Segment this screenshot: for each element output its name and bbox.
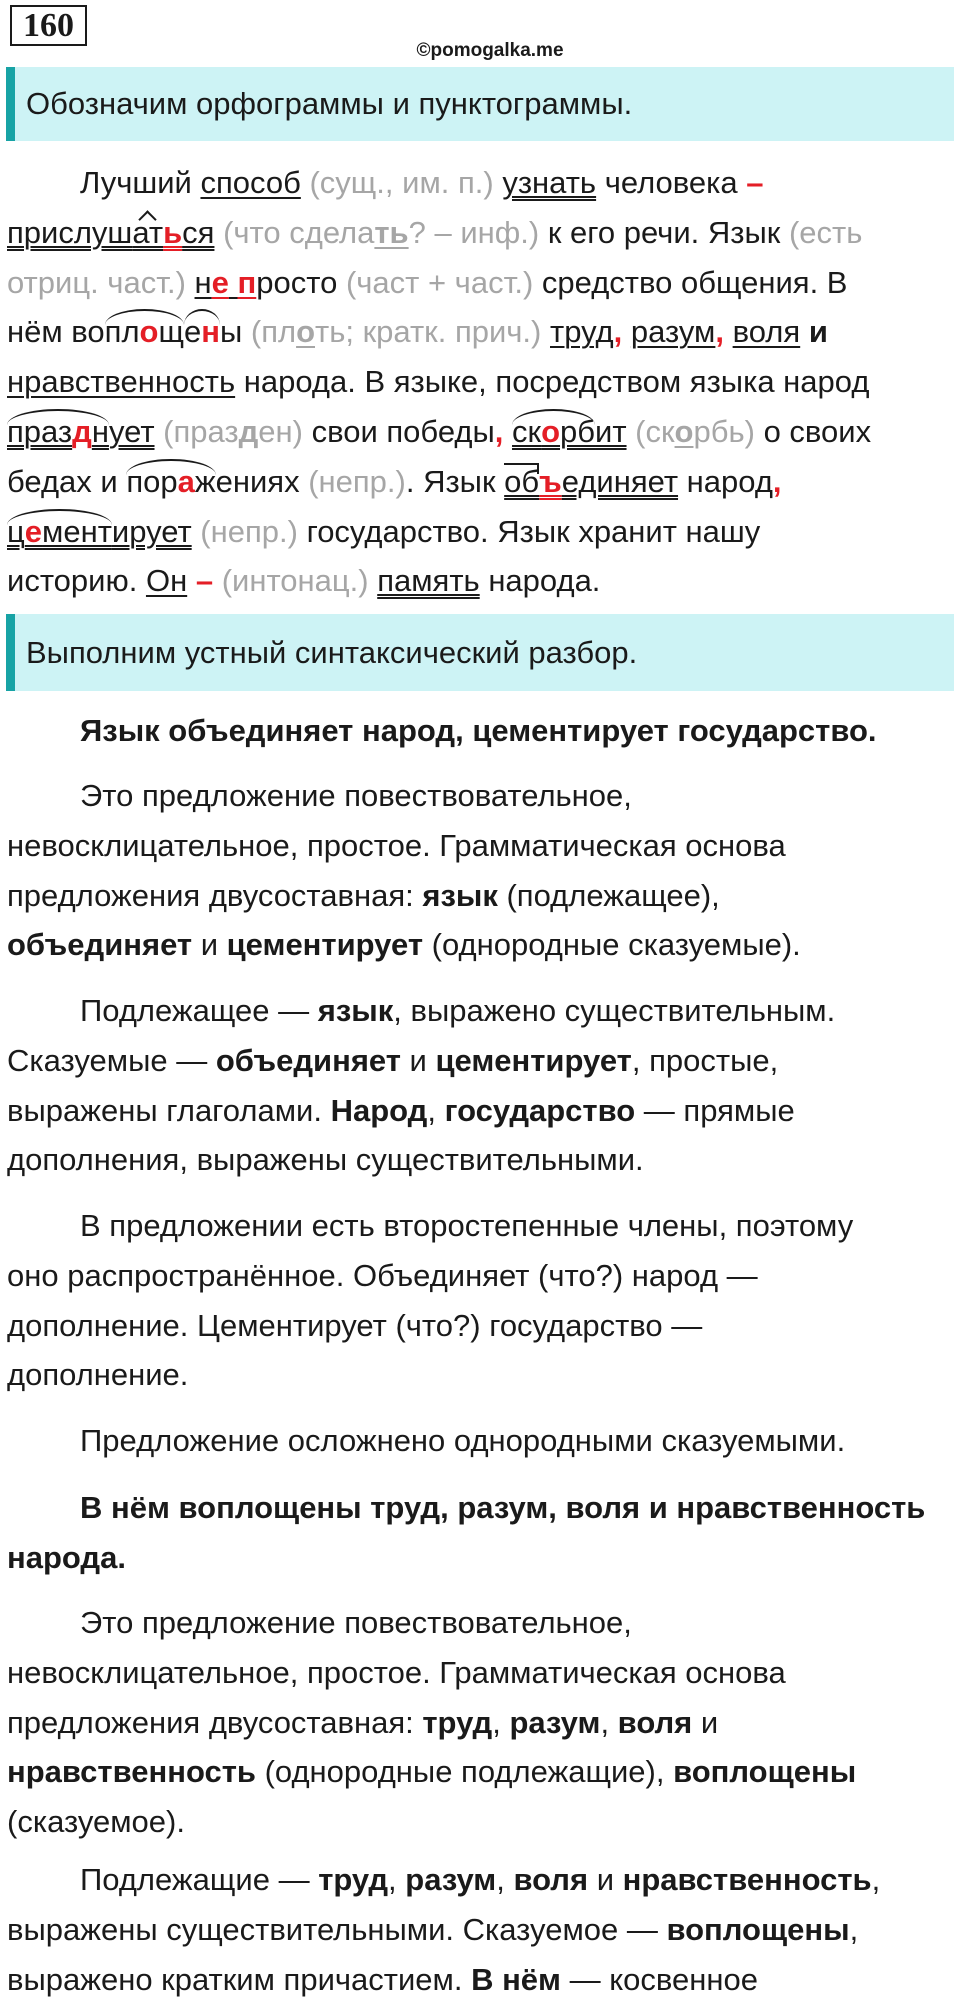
text-run: (однородные сказуемые). bbox=[423, 927, 801, 963]
single-underlined-word: способ bbox=[200, 165, 301, 200]
text-run bbox=[627, 414, 636, 449]
bold-term: Народ bbox=[330, 1092, 428, 1128]
bold-term: воля bbox=[513, 1862, 589, 1897]
text-run: ениях bbox=[215, 463, 309, 499]
single-underlined-word: н bbox=[194, 264, 212, 300]
grammar-note: (ск bbox=[635, 413, 675, 449]
suffix-marked-letters: ат bbox=[132, 214, 164, 250]
root-arc-group bbox=[512, 414, 595, 449]
exercise-number-badge: 160 bbox=[10, 5, 87, 46]
single-underlined-word bbox=[229, 265, 238, 300]
text-run bbox=[622, 314, 631, 349]
text-run: (сказуемое). bbox=[7, 1804, 185, 1840]
text-run: народ bbox=[678, 463, 773, 499]
text-line bbox=[7, 258, 960, 308]
text-run bbox=[186, 265, 195, 300]
text-run: , простые, bbox=[631, 1042, 779, 1078]
double-underlined-word: ирует bbox=[111, 513, 192, 549]
bold-term: язык bbox=[317, 993, 394, 1028]
text-run: и bbox=[192, 927, 227, 963]
text-line bbox=[7, 1350, 960, 1400]
text-line bbox=[7, 920, 960, 970]
red-mark: н bbox=[201, 314, 220, 350]
grammar-note: отриц. част.) bbox=[7, 264, 186, 300]
grammar-note: (непр.) bbox=[200, 513, 298, 549]
root-arc-group bbox=[7, 414, 109, 449]
bold-term: Язык объединяет народ, цементирует государство. bbox=[80, 713, 877, 748]
bold-term: объединяет bbox=[7, 927, 193, 963]
red-mark: а bbox=[177, 463, 195, 499]
bold-term: язык bbox=[422, 877, 498, 913]
double-underlined-word: ует bbox=[108, 413, 155, 449]
text-run bbox=[155, 414, 164, 449]
text-run: — косвенное bbox=[560, 1961, 758, 1997]
text-line bbox=[7, 1301, 960, 1351]
red-mark: о bbox=[541, 413, 561, 449]
text-line bbox=[7, 407, 960, 457]
section-banner-parsing bbox=[6, 614, 954, 691]
text-run: историю. bbox=[7, 563, 146, 599]
bold-term: народа. bbox=[7, 1539, 126, 1575]
grammar-note-letter: о bbox=[296, 314, 316, 350]
text-run: . Язык bbox=[405, 463, 505, 499]
text-run: пор bbox=[126, 463, 178, 499]
text-line bbox=[7, 307, 960, 357]
text-run: В предложении есть второстепенные члены, поэтому bbox=[80, 1208, 854, 1243]
bold-term: цементирует bbox=[226, 927, 424, 963]
text-run bbox=[503, 414, 512, 449]
text-run: (однородные подлежащие), bbox=[255, 1754, 674, 1790]
text-run: невосклицательное, простое. Грамматическая основа bbox=[7, 827, 786, 863]
text-line bbox=[7, 457, 960, 507]
red-mark: – bbox=[746, 165, 764, 200]
text-paragraph bbox=[7, 1483, 960, 1583]
text-run: предложения двусоставная: bbox=[7, 877, 423, 913]
double-underlined-word: прислуш bbox=[7, 214, 133, 250]
text-run bbox=[541, 314, 550, 349]
red-mark: п bbox=[237, 264, 257, 300]
text-run: средство общения. В bbox=[533, 264, 848, 300]
text-line bbox=[7, 1036, 960, 1086]
banner-title: Обозначим орфограммы и пунктограммы. bbox=[26, 86, 633, 121]
text-run: Это предложение повествовательное, bbox=[80, 778, 632, 813]
text-run: ы bbox=[219, 314, 251, 350]
text-run: к его речи. Язык bbox=[539, 214, 789, 250]
text-run: дополнения, выражены существительными. bbox=[7, 1142, 644, 1178]
single-underlined-word: труд bbox=[550, 314, 614, 350]
text-line bbox=[7, 1598, 960, 1648]
text-line bbox=[7, 507, 960, 557]
single-underlined-word: разум bbox=[630, 314, 716, 350]
text-line bbox=[7, 1201, 960, 1251]
double-underlined-word: ит bbox=[595, 413, 627, 449]
bold-term: В нём bbox=[471, 1961, 561, 1997]
text-run: народа. bbox=[479, 563, 601, 599]
text-line bbox=[7, 771, 960, 821]
text-run: пл bbox=[104, 314, 140, 350]
bold-term: цементирует bbox=[435, 1042, 632, 1078]
text-line bbox=[7, 1955, 960, 2005]
red-mark: е bbox=[24, 513, 43, 549]
text-line bbox=[7, 1648, 960, 1698]
root-arc-group bbox=[126, 464, 215, 499]
red-mark: , bbox=[772, 463, 782, 499]
text-line bbox=[7, 1483, 960, 1533]
text-run: Подлежащее — bbox=[80, 993, 318, 1028]
text-line bbox=[7, 1747, 960, 1797]
text-run: предложения двусоставная: bbox=[7, 1704, 423, 1740]
text-run: рб bbox=[560, 413, 596, 449]
text-run: , выражено существительным. bbox=[393, 993, 836, 1028]
text-run: е bbox=[183, 314, 202, 350]
single-underlined-word: нравственность bbox=[7, 364, 236, 400]
text-line bbox=[7, 1797, 960, 1847]
grammar-note: ? – инф.) bbox=[408, 214, 540, 250]
text-run: Сказуемые — bbox=[7, 1042, 216, 1078]
double-underlined-word: ся bbox=[182, 214, 215, 250]
text-run bbox=[800, 314, 809, 349]
single-underlined-word: воля bbox=[732, 314, 801, 350]
banner-title: Выполним устный синтаксический разбор. bbox=[26, 634, 638, 670]
grammar-note: рбь) bbox=[693, 413, 755, 449]
text-line bbox=[7, 986, 960, 1036]
prefix-marked-group bbox=[504, 464, 539, 499]
bold-term: труд bbox=[318, 1862, 389, 1897]
bold-term: воплощены bbox=[673, 1754, 857, 1790]
bold-term: разум bbox=[405, 1862, 497, 1897]
text-run: , bbox=[492, 1704, 510, 1740]
text-run bbox=[213, 563, 222, 598]
red-mark: , bbox=[494, 413, 504, 449]
text-run: Подлежащие — bbox=[80, 1862, 319, 1897]
grammar-note: (сущ., им. п.) bbox=[309, 165, 494, 200]
grammar-note: (част + част.) bbox=[345, 264, 534, 300]
double-underlined-word: узнать bbox=[502, 165, 597, 200]
grammar-note: (что сдела bbox=[223, 214, 375, 250]
text-run: праз bbox=[7, 413, 73, 449]
text-run: и bbox=[588, 1862, 623, 1897]
text-run: невосклицательное, простое. Грамматическая основа bbox=[7, 1654, 786, 1690]
text-run bbox=[724, 314, 733, 349]
grammar-note-letter: д bbox=[238, 413, 259, 449]
text-line bbox=[7, 1251, 960, 1301]
bold-term: нравственность bbox=[7, 1754, 256, 1790]
text-run: и bbox=[400, 1042, 436, 1078]
text-run: , bbox=[427, 1092, 445, 1128]
text-run: ж bbox=[194, 463, 216, 499]
text-paragraph bbox=[7, 986, 960, 1185]
text-line bbox=[7, 1905, 960, 1955]
text-line bbox=[7, 706, 960, 756]
text-run bbox=[187, 563, 196, 598]
text-run: , bbox=[388, 1862, 406, 1897]
text-paragraph bbox=[7, 771, 960, 970]
text-line bbox=[7, 821, 960, 871]
grammar-note: (пл bbox=[250, 314, 297, 350]
text-line bbox=[7, 1533, 960, 1583]
section-banner-orthograms bbox=[6, 67, 954, 141]
text-line bbox=[7, 556, 960, 606]
text-line bbox=[7, 1135, 960, 1185]
grammar-note-letter: о bbox=[674, 413, 694, 449]
text-run: Предложение осложнено однородными сказуемыми. bbox=[80, 1423, 846, 1458]
text-run: государство. Язык хранит нашу bbox=[297, 513, 761, 549]
red-mark: о bbox=[139, 314, 159, 350]
bold-term: нравственность bbox=[622, 1862, 872, 1897]
text-run: росто bbox=[256, 264, 346, 300]
bold-term: воплощены bbox=[666, 1911, 850, 1947]
text-run: (подлежащее), bbox=[497, 877, 720, 913]
text-paragraph bbox=[7, 158, 960, 606]
text-paragraph bbox=[7, 1598, 960, 1847]
text-run: выражены глаголами. bbox=[7, 1092, 331, 1128]
text-paragraph bbox=[7, 706, 960, 756]
red-mark: ь bbox=[163, 214, 183, 250]
text-run: и bbox=[692, 1704, 719, 1740]
text-run bbox=[369, 563, 378, 598]
text-paragraph bbox=[7, 1201, 960, 1400]
text-run: ск bbox=[512, 413, 542, 449]
text-run: щ bbox=[158, 314, 184, 350]
text-run: выражено кратким причастием. bbox=[7, 1961, 472, 1997]
text-run bbox=[192, 514, 201, 549]
red-mark: е bbox=[211, 264, 229, 300]
text-line bbox=[7, 1698, 960, 1748]
text-run: человека bbox=[596, 165, 747, 200]
grammar-note: ен) bbox=[258, 413, 303, 449]
red-mark: ъ bbox=[539, 463, 562, 499]
text-line bbox=[7, 208, 960, 258]
text-run: бедах и bbox=[7, 463, 127, 499]
text-run: ц bbox=[7, 513, 25, 549]
red-mark: , bbox=[715, 314, 724, 350]
grammar-note: ть; кратк. прич.) bbox=[315, 314, 542, 350]
text-run: выражены существительными. Сказуемое — bbox=[7, 1911, 667, 1947]
text-run: Это предложение повествовательное, bbox=[80, 1605, 632, 1640]
grammar-note: (непр.) bbox=[308, 463, 406, 499]
red-mark: , bbox=[613, 314, 623, 350]
grammar-note: (интонац.) bbox=[221, 563, 369, 599]
text-run: дополнение. bbox=[7, 1357, 189, 1393]
root-arc-group bbox=[7, 514, 112, 549]
bold-term: и bbox=[808, 314, 828, 350]
double-underlined-word: память bbox=[377, 563, 480, 599]
watermark: ©pomogalka.me bbox=[416, 40, 564, 61]
text-run: н bbox=[91, 413, 109, 449]
bold-term: государство bbox=[444, 1092, 636, 1128]
grammar-note: (праз bbox=[163, 413, 239, 449]
red-mark: – bbox=[195, 563, 214, 599]
text-run: нём во bbox=[7, 314, 105, 350]
text-run: о своих bbox=[754, 413, 872, 449]
root-arc-group bbox=[105, 314, 184, 349]
text-run: дополнение. Цементирует (что?) государство — bbox=[7, 1307, 703, 1343]
text-run: , bbox=[600, 1704, 618, 1740]
text-run: мент bbox=[42, 513, 112, 549]
text-line bbox=[7, 1086, 960, 1136]
text-paragraph bbox=[7, 1416, 960, 1466]
bold-term: воля bbox=[617, 1704, 693, 1740]
text-paragraph bbox=[7, 1855, 960, 2004]
text-run: оно распространённое. Объединяет (что?) народ — bbox=[7, 1257, 758, 1293]
text-run bbox=[214, 215, 223, 250]
text-line bbox=[7, 357, 960, 407]
bold-term: труд bbox=[422, 1704, 493, 1740]
text-run: об bbox=[504, 463, 540, 499]
grammar-note-letter: ть bbox=[374, 214, 409, 250]
text-run: народа. В языке, посредством языка народ bbox=[235, 364, 870, 400]
double-underlined-word: единяет bbox=[561, 463, 679, 499]
text-line bbox=[7, 1416, 960, 1466]
red-mark: д bbox=[72, 413, 92, 449]
root-arc-group bbox=[184, 314, 220, 349]
bold-term: объединяет bbox=[215, 1042, 401, 1078]
grammar-note: (есть bbox=[788, 214, 863, 250]
bold-term: разум bbox=[509, 1704, 601, 1740]
bold-term: В нём воплощены труд, разум, воля и нравственность bbox=[80, 1490, 926, 1525]
text-run: , bbox=[871, 1862, 881, 1897]
text-run: — прямые bbox=[635, 1092, 795, 1128]
text-line bbox=[7, 871, 960, 921]
text-run: , bbox=[496, 1862, 514, 1897]
text-run: свои победы bbox=[302, 413, 495, 449]
text-line bbox=[7, 1855, 960, 1905]
text-run: Лучший bbox=[80, 165, 201, 200]
text-run: , bbox=[849, 1911, 859, 1947]
single-underlined-word: Он bbox=[145, 563, 188, 599]
text-line bbox=[7, 158, 960, 208]
